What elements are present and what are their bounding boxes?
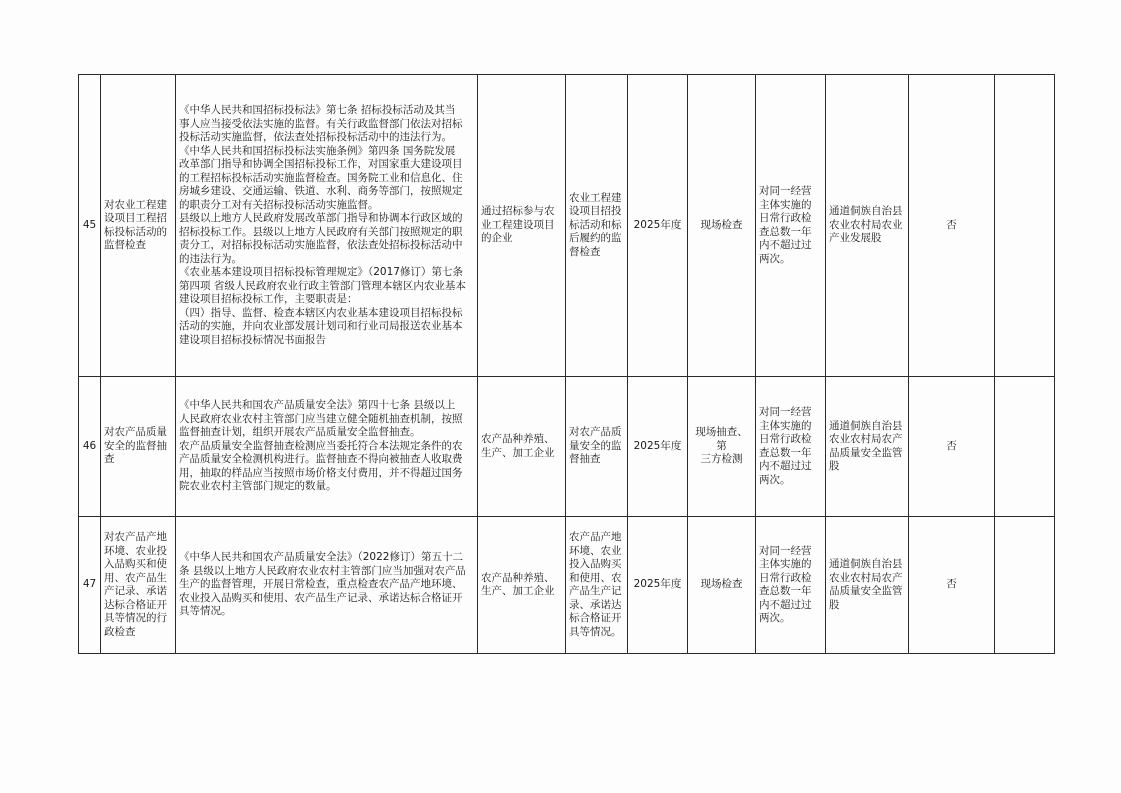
inspection-table bbox=[78, 74, 1055, 654]
inspection-method-text: 现场检查 bbox=[700, 578, 743, 591]
responsible-department bbox=[826, 517, 909, 654]
legal-basis-text: 《中华人民共和国招标投标法》第七条 招标投标活动及其当 事人应当接受依法实施的监督。有关行政监督部门依法对招标 投标活动实施监督，依法查处招标投标活动中的违法行为。 《中华人民共和国招标投标法实施条例》第四条 国务院发展 改革部门指导和协调全国招标投标工作，对国家重大建设项目 的工程招标投标活动实施监督检查。国务院工业和信息化、住 房城乡建设、交通运输、铁道、水利、商务等部门，按照规定 的职责分工对有关招标投标活动实施监督。 县级以上地方人民政府发展改革部门指导和协调本行政区域的 招标投标工作。县级以上地方人民政府有关部门按照规定的职 责分工，对招标投标活动实施监督，依法查处招标投标活动中 的违法行为。 《农业基本建设项目招标投标管理规定》（2017修订）第七条 第四项 省级人民政府农业行政主管部门管理本辖区内农业基本 建设项目招标投标工作，主要职责是： （四）指导、监督、检查本辖区内农业基本建设项目招标投标 活动的实施，并向农业部发展计划司和行业司局报送农业基本 建设项目招标投标情况书面报告 bbox=[179, 104, 466, 346]
inspection-year: 2025年度 bbox=[628, 75, 688, 377]
inspection-frequency-text: 对同一经营 主体实施的 日常行政检 查总数一年 内不超过过 两次。 bbox=[759, 185, 812, 265]
inspection-target-text: 通过招标参与农 业工程建设项目 的企业 bbox=[481, 205, 555, 245]
inspection-target-text: 农产品种养殖、 生产、加工企业 bbox=[481, 571, 555, 597]
responsible-department bbox=[826, 377, 909, 517]
table-row bbox=[79, 517, 1055, 654]
remarks-cell bbox=[995, 377, 1055, 517]
row-number: 45 bbox=[79, 75, 101, 377]
inspection-frequency bbox=[756, 75, 826, 377]
joint-inspection-flag: 否 bbox=[909, 517, 995, 654]
inspection-method bbox=[688, 377, 756, 517]
legal-basis-text: 《中华人民共和国农产品质量安全法》（2022修订）第五十二 条 县级以上地方人民政府农业农村主管部门应当加强对农产品 生产的监督管理，开展日常检查，重点检查农产品产地环境、 农业投入品购买和使用、农产品生产记录、承诺达标合格证开 具等情况。 bbox=[179, 551, 466, 618]
row-number: 47 bbox=[79, 517, 101, 654]
legal-basis bbox=[176, 517, 478, 654]
inspection-item bbox=[101, 377, 176, 517]
joint-inspection-flag: 否 bbox=[909, 377, 995, 517]
inspection-target bbox=[478, 517, 566, 654]
inspection-content bbox=[566, 377, 628, 517]
inspection-frequency bbox=[756, 517, 826, 654]
legal-basis bbox=[176, 75, 478, 377]
inspection-item-text: 对农业工程建 设项目工程招 标投标活动的 监督检查 bbox=[104, 198, 167, 251]
inspection-item-text: 对农产品产地 环境、农业投 入品购买和使 用、农产品生 产记录、承诺 达标合格证开 具等情况的行 政检查 bbox=[104, 531, 167, 638]
legal-basis bbox=[176, 377, 478, 517]
table-row bbox=[79, 377, 1055, 517]
responsible-department-text: 通道侗族自治县 农业农村局农业 产业发展股 bbox=[829, 205, 903, 245]
inspection-content-text: 对农产品质 量安全的监 督抽查 bbox=[569, 426, 622, 466]
inspection-item bbox=[101, 75, 176, 377]
remarks-cell bbox=[995, 75, 1055, 377]
row-number: 46 bbox=[79, 377, 101, 517]
inspection-method-text: 现场检查 bbox=[700, 218, 743, 231]
inspection-year: 2025年度 bbox=[628, 517, 688, 654]
table-row bbox=[79, 75, 1055, 377]
inspection-content bbox=[566, 517, 628, 654]
inspection-item-text: 对农产品质量 安全的监督抽 查 bbox=[104, 426, 167, 466]
inspection-year: 2025年度 bbox=[628, 377, 688, 517]
remarks-cell bbox=[995, 517, 1055, 654]
inspection-target bbox=[478, 377, 566, 517]
inspection-target bbox=[478, 75, 566, 377]
inspection-frequency-text: 对同一经营 主体实施的 日常行政检 查总数一年 内不超过过 两次。 bbox=[759, 544, 812, 624]
responsible-department bbox=[826, 75, 909, 377]
inspection-item bbox=[101, 517, 176, 654]
inspection-content-text: 农业工程建 设项目招投 标活动和标 后履约的监 督检查 bbox=[569, 191, 622, 258]
inspection-frequency-text: 对同一经营 主体实施的 日常行政检 查总数一年 内不超过过 两次。 bbox=[759, 406, 812, 486]
legal-basis-text: 《中华人民共和国农产品质量安全法》第四十七条 县级以上 人民政府农业农村主管部门应当建立健全随机抽查机制，按照 监督抽查计划，组织开展农产品质量安全监督抽查。 农产品质量安全监督抽查检测应当委托符合本法规定条件的农 产品质量安全检测机构进行。监督抽查不得向被抽查人收取费 用，抽取的样品应当按照市场价格支付费用，并不得超过国务 院农业农村主管部门规定的数量。 bbox=[179, 399, 463, 493]
joint-inspection-flag: 否 bbox=[909, 75, 995, 377]
inspection-target-text: 农产品种养殖、 生产、加工企业 bbox=[481, 433, 555, 459]
inspection-method-text: 现场抽查、第 三方检测 bbox=[695, 426, 748, 466]
responsible-department-text: 通道侗族自治县 农业农村局农产 品质量安全监管 股 bbox=[829, 558, 903, 611]
inspection-content-text: 农产品产地 环境、农业 投入品购买 和使用、农 产品生产记 录、承诺达 标合格证开 具等情况。 bbox=[569, 531, 622, 638]
inspection-method bbox=[688, 75, 756, 377]
inspection-method bbox=[688, 517, 756, 654]
responsible-department-text: 通道侗族自治县 农业农村局农产 品质量安全监管 股 bbox=[829, 419, 903, 472]
inspection-frequency bbox=[756, 377, 826, 517]
inspection-content bbox=[566, 75, 628, 377]
